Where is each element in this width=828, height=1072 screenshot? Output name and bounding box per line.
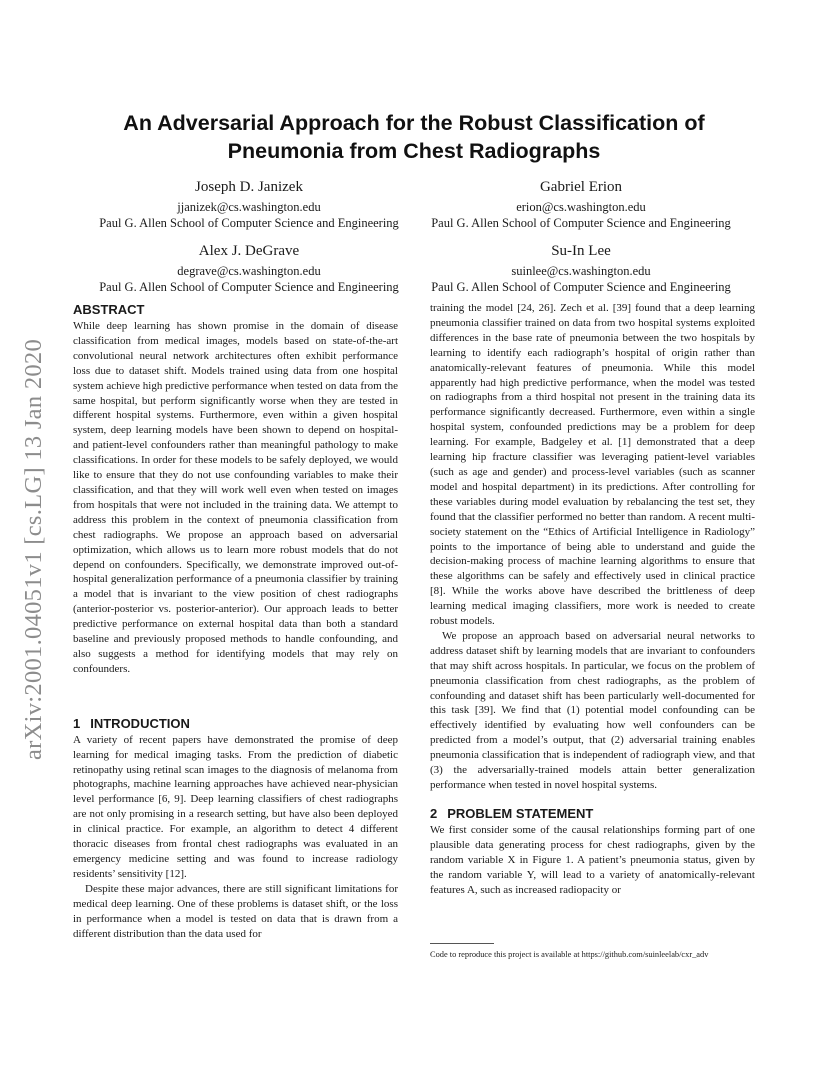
section-title: PROBLEM STATEMENT — [447, 805, 594, 821]
intro-paragraph: Despite these major advances, there are still significant limitations for medical deep learning. One of these problems is dataset shift, or the loss in performance when a model is tested on data that is drawn from a different distribution than the data used for — [73, 882, 398, 940]
author-affiliation: Paul G. Allen School of Computer Science and Engineering — [99, 216, 399, 230]
author-email: jjanizek@cs.washington.edu — [177, 200, 321, 214]
arxiv-identifier: arXiv:2001.04051v1 [cs.LG] 13 Jan 2020 — [20, 338, 47, 760]
author-block — [84, 178, 414, 231]
body-paragraph: training the model [24, 26]. Zech et al. [39] found that a deep learning pneumonia classifier trained on data from two hospital systems exploited differences in the base rate of pneumonia between the two hospitals by learning to identify each radiograph’s hospital of origin rather than anatomically-relevant features of pneumonia. While this model apparently had high predictive performance, when the model was tested on radiographs from a third hospital not present in the training data its performance significantly decreased. Furthermore, even within a single hospital system, confounded predictions may be a problem for deep learning. For example, Badgeley et al. [1] demonstrated that a deep learning hip fracture classifier was leveraging patient-level variables (such as age and gender) and process-level variables (such as scanner model and hospital department) in its predictions. After controlling for these variables during model evaluation by rebalancing the test set, they found that the classifier performed no better than random. A recent multi-society statement on the “Ethics of Artificial Intelligence in Radiology” points to the importance of being able to understand and guide the decision-making process of machine learning algorithms to ensure that these algorithms can be safely and effectively used in clinical practice [8]. While the works above have described the brittleness of deep learning medical imaging classifiers, more work is needed to create robust models. — [430, 302, 755, 628]
intro-paragraph: A variety of recent papers have demonstrated the promise of deep learning for medical imaging tasks. From the prediction of diabetic retinopathy using retinal scan images to the diagnosis of melanoma from photographs, machine learning approaches have achieved near-physician level performance [6, 9]. Deep learning classifiers of chest radiographs are not only promising in a research setting, but have also been deployed in clinical practice. For example, an algorithm to detect 4 different thoracic diseases from frontal chest radiographs was evaluated in an emergency medicine setting and was found to increase radiology residents’ sensitivity [12]. — [73, 733, 398, 880]
author-block — [416, 242, 746, 295]
author-name: Joseph D. Janizek — [195, 179, 303, 195]
author-email: suinlee@cs.washington.edu — [511, 264, 651, 278]
section-number: 2 — [430, 805, 438, 821]
author-email: erion@cs.washington.edu — [516, 200, 646, 214]
author-name: Gabriel Erion — [539, 179, 623, 195]
author-email: degrave@cs.washington.edu — [177, 264, 321, 278]
abstract-text: While deep learning has shown promise in the domain of disease classification from medical images, models based on state-of-the-art convolutional neural network architectures often exhibit performance loss due to dataset shift. Models trained using data from one hospital system achieve high predictive performance when tested on data from the same hospital, but perform significantly worse when they are tested in different hospital systems. Furthermore, even within a given hospital system, deep learning models have been shown to depend on hospital- and patient-level confounders rather than meaningful pathology to make classifications. In order for these models to be safely deployed, we would like to ensure that they do not use confounding variables to make their classification, and that they will work well even when tested on images from hospitals that were not included in the training data. We attempt to address this problem in the context of pneumonia classification from chest radiographs. We propose an approach based on adversarial optimization, which allows us to learn more robust models that do not depend on confounders. Specifically, we demonstrate improved out-of-hospital generalization performance of a pneumonia classifier by training a model that is invariant to the view position of chest radiographs (anterior-posterior vs. posterior-anterior). Our approach leads to better predictive performance on external hospital data than both a standard baseline and previously proposed methods to handle confounding, and also suggests a method for identifying models that may rely on confounders. — [73, 320, 398, 675]
left-column — [73, 301, 398, 941]
author-block — [84, 242, 414, 295]
author-block — [416, 178, 746, 231]
body-paragraph: We propose an approach based on adversarial neural networks to address dataset shift by learning models that are invariant to confounders that may shift across hospitals. In particular, we focus on the problem of pneumonia classification from chest radiographs, as the problem of confounding and dataset shift has been particularly well-documented for this task [39]. We find that (1) potential model confounding can be effectively identified by evaluating how well confounders can be predicted from a model’s output, that (2) adversarial training enables pneumonia classification that is independent of radiograph view, and that (3) the adversarially-trained models attain better generalization performance when tested in novel hospital systems. — [430, 629, 755, 791]
author-affiliation: Paul G. Allen School of Computer Science and Engineering — [431, 280, 731, 294]
section-number: 1 — [73, 715, 81, 731]
author-affiliation: Paul G. Allen School of Computer Science and Engineering — [99, 280, 399, 294]
introduction-heading — [73, 715, 398, 733]
problem-statement-heading — [430, 805, 755, 823]
title-line-2: Pneumonia from Chest Radiographs — [227, 139, 601, 163]
problem-paragraph: We first consider some of the causal relationships forming part of one plausible data generating process for chest radiographs, given by the random variable X in Figure 1. A patient’s pneumonia status, given by the random variable Y, will lead to a variety of anatomically-relevant features A, such as increased radiopacity or — [430, 823, 755, 896]
author-affiliation: Paul G. Allen School of Computer Science and Engineering — [431, 216, 731, 230]
author-name: Su-In Lee — [551, 243, 611, 259]
section-title: INTRODUCTION — [90, 715, 190, 731]
right-column — [430, 301, 755, 897]
title-line-1: An Adversarial Approach for the Robust Classification of — [123, 111, 705, 135]
author-name: Alex J. DeGrave — [198, 243, 300, 259]
paper-title — [60, 109, 768, 165]
footnote-rule — [430, 943, 494, 944]
footnote: Code to reproduce this project is available at https://github.com/suinleelab/cxr_adv — [430, 950, 709, 959]
abstract-heading: ABSTRACT — [73, 302, 145, 317]
